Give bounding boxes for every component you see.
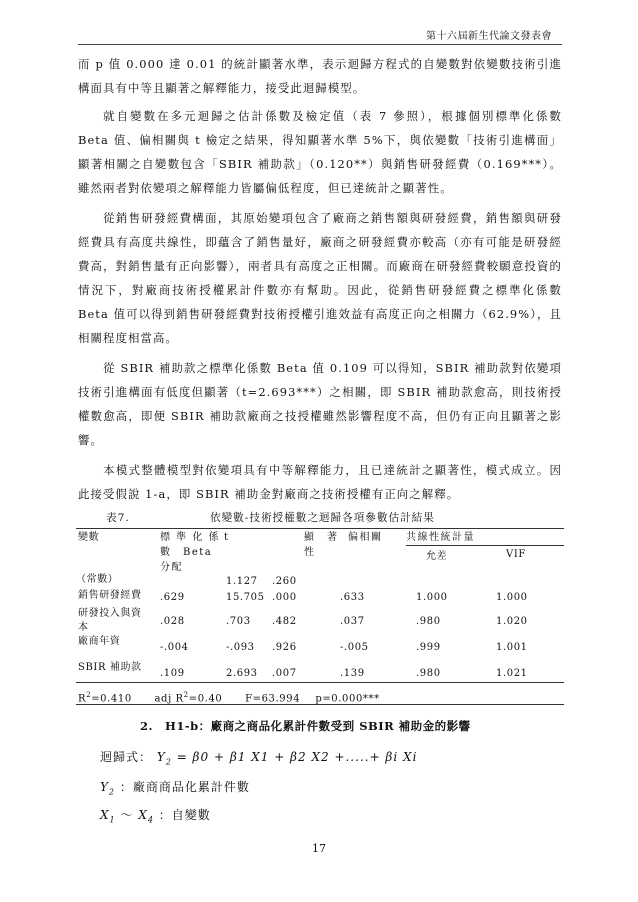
row-rdcapital-sig: .482 [272,616,297,627]
x-end: X [138,808,148,822]
row-age-t: -.093 [226,642,255,653]
row-sales-partial: .633 [340,592,365,603]
x-end-sub: 4 [147,815,154,825]
table-top-rule [76,528,564,529]
header-beta-line1: 標 準 化 係 [160,532,221,543]
row-sales-beta: .629 [160,592,185,603]
row-sales-sig: .000 [272,592,297,603]
header-variable: 變數 [78,532,100,543]
x-definition [100,806,211,824]
x-description: ：自變數 [158,808,211,822]
paragraph-1: 而 p 值 0.000 達 0.01 的統計顯著水準，表示迴歸方程式的自變數對依變數技術引進構面具有中等且顯著之解釋能力，接受此迴歸模型。 [78,57,562,95]
y2-sub: 2 [108,787,116,797]
paragraph-4: 從 SBIR 補助款之標準化係數 Beta 值 0.109 可以得知，SBIR 補助款對依變項技術引進構面有低度但顯著（t=2.693***）之相關，即 SBIR 補助款愈高，則技術授權數愈高，即便 SBIR 補助款廠商之技授權雖然影響程度不高，但仍有正向且顯著之影響。 [78,361,562,447]
table-caption: 依變數-技術授權數之迴歸各項參數估計結果 [210,512,435,524]
row-sales-variable: 銷售研發經費 [78,590,142,601]
y2-definition [100,778,250,796]
row-sbir-sig: .007 [272,668,297,679]
collinearity-subrule [406,545,564,546]
header-sig-line2: 性 [304,547,316,558]
row-sbir-partial: .139 [340,668,365,679]
regression-rhs: = β0 + β1 X1 + β2 X2 +.....+ βi Xi [176,750,418,764]
x-range-tilde: ～ [120,808,134,822]
row-constant-sig: .260 [272,576,297,587]
row-age-sig: .926 [272,642,297,653]
header-rule [78,44,562,45]
header-beta-line2: 數 Beta [160,547,213,558]
page-number: 17 [312,842,326,855]
row-age-beta: -.004 [160,642,189,653]
header-beta-line3: 分配 [160,562,183,573]
row-sbir-vif: 1.021 [496,668,528,679]
row-rdcapital-tolerance: .980 [416,616,441,627]
f-statistic: F=63.994 [245,693,301,705]
adj-r2-label: adj R [154,693,184,705]
y2-symbol: Y [100,780,109,794]
row-sbir-beta: .109 [160,668,185,679]
r2-label: R [78,693,87,705]
section-heading: 2. H1-b：廠商之商品化累計件數受到 SBIR 補助金的影響 [140,719,471,733]
row-rdcapital-variable-line1: 研發投入與資 [78,608,142,619]
body-text [78,52,562,506]
header-collinearity: 共線性統計量 [406,532,475,543]
adj-r2-sup: 2 [183,691,189,699]
y2-description: ：廠商商品化累計件數 [119,780,250,794]
row-age-tolerance: .999 [416,642,441,653]
row-rdcapital-partial: .037 [340,616,365,627]
x-start-sub: 1 [109,815,116,825]
row-age-variable: 廠商年資 [78,636,121,647]
row-constant-variable: （常數） [76,574,119,585]
row-sbir-t: 2.693 [226,668,258,679]
regression-lhs-sub: 2 [165,757,172,767]
row-sales-tolerance: 1.000 [416,592,448,603]
p-value: p=0.000*** [315,693,380,705]
row-age-partial: -.005 [340,642,369,653]
header-partial: 偏相關 [348,532,383,543]
row-rdcapital-vif: 1.020 [496,616,528,627]
header-vif: VIF [506,549,526,560]
row-rdcapital-beta: .028 [160,616,185,627]
paragraph-3: 從銷售研發經費構面，其原始變項包含了廠商之銷售額與研發經費，銷售額與研發經費具有高度共線性，即蘊含了銷售量好，廠商之研發經費亦較高（亦有可能是研發經費高，對銷售量有正向影響），兩者具有高度之正相關。而廠商在研發經費較願意投資的情況下，對廠商技術授權累計件數亦有幫助。因此，從銷售研發經費之標準化係數 Beta 值可以得到銷售研發經費對技術授權引進效益有高度正向之相關力（62.9%），且相關程度相當高。 [78,211,562,345]
row-rdcapital-variable-line2: 本 [78,622,89,633]
row-rdcapital-t: .703 [226,616,251,627]
r2-value: =0.410 [91,693,132,705]
r2-sup: 2 [86,691,92,699]
table-mid-rule [76,682,564,683]
regression-label: 迴歸式： [100,750,153,764]
paragraph-2: 就自變數在多元迴歸之估計係數及檢定值（表 7 參照），根據個別標準化係數 Beta 值、偏相關與 t 檢定之結果，得知顯著水準 5%下，與依變數「技術引進構面」顯著相關之自變數包含「SBIR 補助款」（0.120**）與銷售研發經費（0.169***）。雖然兩者對依變項之解釋能力皆屬偏低程度，但已達統計之顯著性。 [78,109,562,195]
conference-header: 第十六屆新生代論文發表會 [426,31,552,42]
table-number: 表7. [106,512,130,524]
adj-r2-value: =0.40 [188,693,223,705]
header-t: t [224,532,229,543]
regression-lhs: Y [156,750,166,764]
x-start: X [100,808,110,822]
header-tolerance: 允差 [426,551,448,562]
row-sales-t: 15.705 [226,592,265,603]
row-sbir-tolerance: .980 [416,668,441,679]
table-bottom-rule [76,704,564,705]
regression-formula [100,748,417,766]
row-constant-t: 1.127 [226,576,258,587]
row-sbir-variable: SBIR 補助款 [78,662,142,673]
paragraph-5: 本模式整體模型對依變項具有中等解釋能力，且已達統計之顯著性，模式成立。因此接受假說 1-a，即 SBIR 補助金對廠商之技術授權有正向之解釋。 [78,463,562,501]
header-sig-line1: 顯 著 [304,532,339,543]
row-sales-vif: 1.000 [496,592,528,603]
row-age-vif: 1.001 [496,642,528,653]
